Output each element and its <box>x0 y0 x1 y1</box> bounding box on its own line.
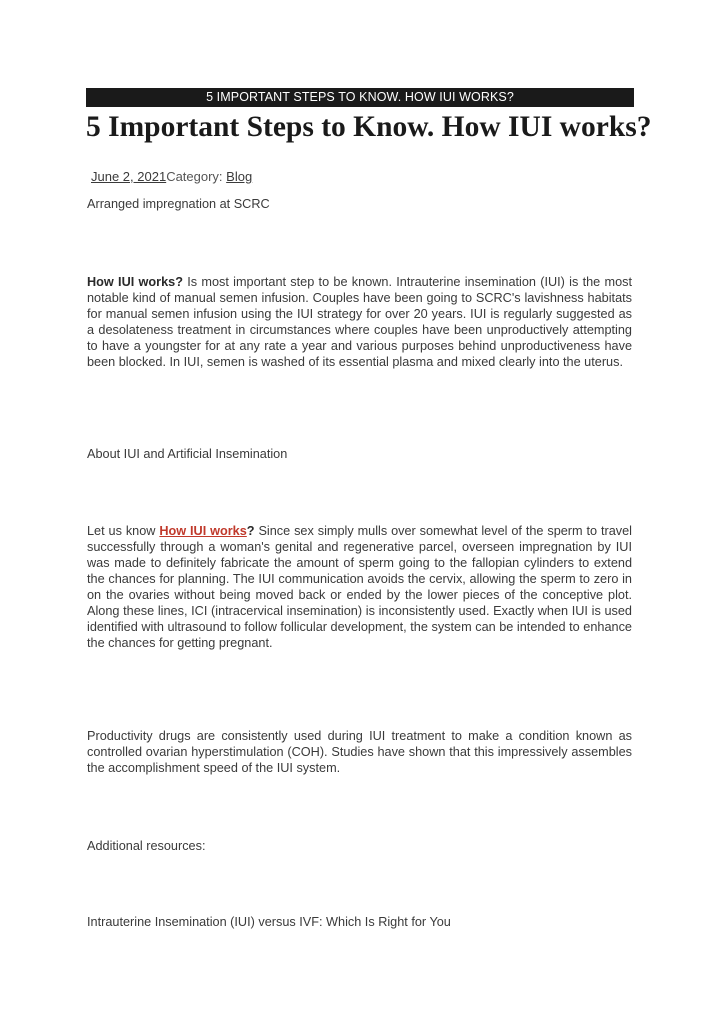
article-subtitle: Arranged impregnation at SCRC <box>87 197 270 211</box>
category-label: Category: <box>166 169 227 184</box>
post-date-link[interactable]: June 2, 2021 <box>91 169 167 184</box>
header-banner: 5 IMPORTANT STEPS TO KNOW. HOW IUI WORKS? <box>86 88 634 107</box>
section-heading-about-iui: About IUI and Artificial Insemination <box>87 447 288 461</box>
paragraph-how-iui-works <box>87 523 632 651</box>
paragraph-intro-text: Is most important step to be known. Intrauterine insemination (IUI) is the most notable kind of manual semen infusion. Couples have been going to SCRC's lavishness habitats for manual semen infusion using the IUI strategy for over 20 years. IUI is regularly suggested as a desolateness treatment in circumstances where couples have been unproductively attempting to have a youngster for at any rate a year and various purposes behind unproductiveness have been blocked. In IUI, semen is washed of its essential plasma and mixed clearly into the uterus. <box>87 275 632 369</box>
paragraph-lead: How IUI works? <box>87 275 183 289</box>
page-title: 5 Important Steps to Know. How IUI works? <box>86 111 652 143</box>
paragraph-pre: Let us know <box>87 524 160 538</box>
resource-item-iui-vs-ivf: Intrauterine Insemination (IUI) versus IVF: Which Is Right for You <box>87 915 451 929</box>
how-iui-works-link[interactable]: How IUI works <box>159 524 247 538</box>
paragraph-intro <box>87 274 632 370</box>
question-mark: ? <box>246 524 255 538</box>
paragraph-productivity-drugs: Productivity drugs are consistently used during IUI treatment to make a condition known as controlled ovarian hyperstimulation (COH). Studies have shown that this impressively assembles the accomplishment speed of the IUI system. <box>87 729 632 775</box>
post-meta <box>91 169 252 185</box>
paragraph-how-iui-works-text: Since sex simply mulls over somewhat level of the sperm to travel successfully through a woman's genital and regenerative parcel, overseen impregnation by IUI was made to definitely fabricate the amount of sperm going to the fallopian cylinders to extend the chances for planning. The IUI communication avoids the cervix, allowing the sperm to zero in on the ovaries without being moved back or ended by the lower pieces of the conceptive plot. Along these lines, ICI (intracervical insemination) is inconsistently used. Exactly when IUI is used identified with ultrasound to follow follicular development, the system can be intended to enhance the chances for getting pregnant. <box>87 524 632 650</box>
category-link[interactable]: Blog <box>226 169 253 184</box>
additional-resources-heading: Additional resources: <box>87 839 206 853</box>
